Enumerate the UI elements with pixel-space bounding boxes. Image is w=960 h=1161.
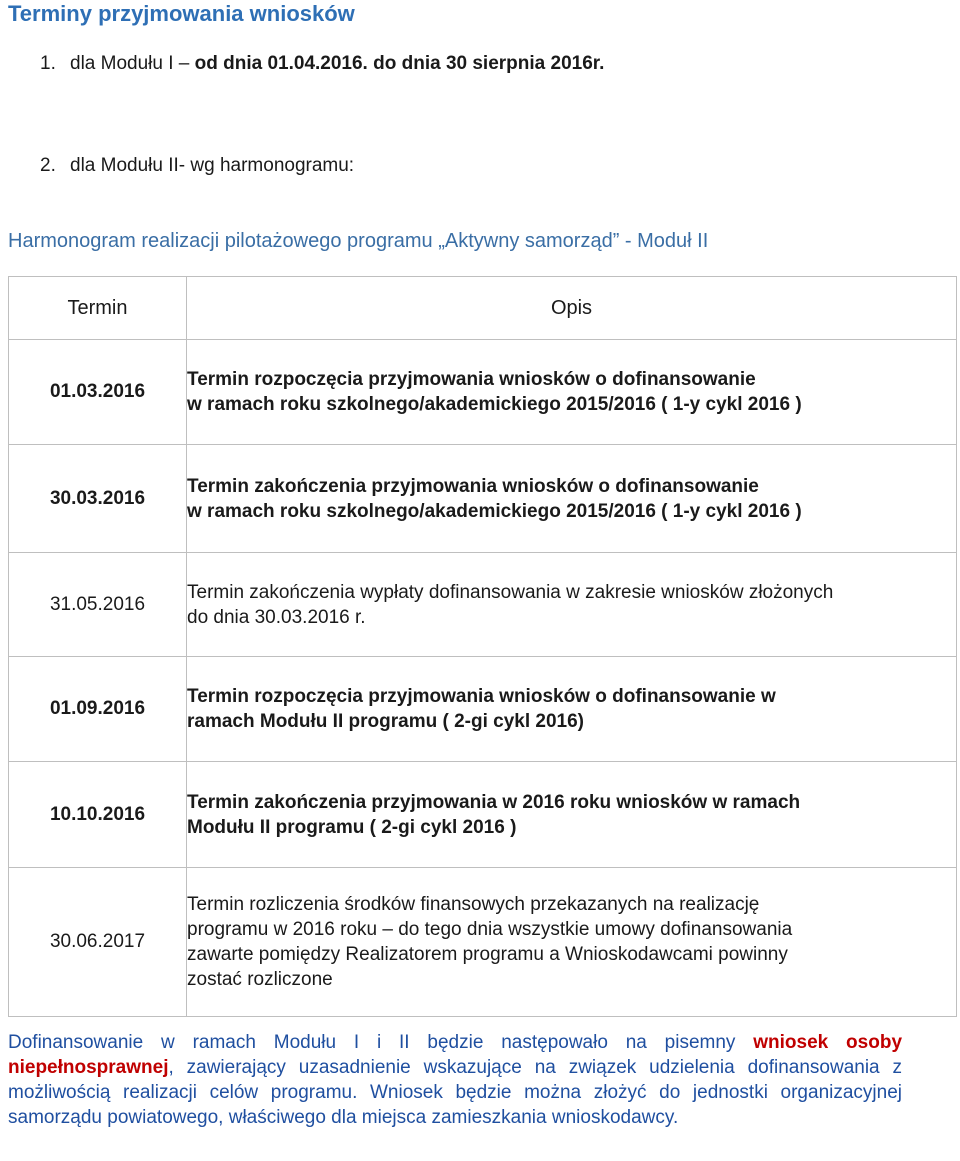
row-date: 31.05.2016	[9, 553, 187, 657]
row-date: 30.03.2016	[9, 445, 187, 553]
footer-note	[8, 1030, 902, 1130]
table-row	[9, 553, 957, 657]
description-line: Termin zakończenia przyjmowania wniosków o dofinansowanie	[187, 475, 759, 497]
description-line: programu w 2016 roku – do tego dnia wszystkie umowy dofinansowania	[187, 919, 793, 940]
table-row	[9, 340, 957, 445]
table-row	[9, 445, 957, 553]
footer-text: , zawierający uzasadnienie wskazujące na związek udzielenia dofinansowania z możliwością realizacji celów programu. Wniosek będzie można złożyć do jednostki organizacyjnej samorządu powiatowego, właściwego dla miejsca zamieszkania wnioskodawcy.	[8, 1057, 902, 1128]
row-description	[187, 868, 957, 1017]
row-description	[187, 340, 957, 445]
harmonogram-heading: Harmonogram realizacji pilotażowego programu „Aktywny samorząd” - Moduł II	[8, 230, 709, 252]
row-description	[187, 762, 957, 868]
footer-text: Dofinansowanie w ramach Modułu I i II będzie następowało na pisemny	[8, 1032, 736, 1053]
description-line: ramach Modułu II programu ( 2-gi cykl 2016)	[187, 711, 584, 732]
page-title: Terminy przyjmowania wniosków	[8, 1, 355, 26]
list-number: 1.	[40, 53, 56, 74]
list-item-text: dla Modułu I –	[70, 53, 190, 74]
row-date: 10.10.2016	[9, 762, 187, 868]
table-row	[9, 762, 957, 868]
row-date: 01.03.2016	[9, 340, 187, 445]
description-line: zostać rozliczone	[187, 969, 333, 990]
row-description	[187, 553, 957, 657]
description-line: Termin rozpoczęcia przyjmowania wniosków o dofinansowanie w	[187, 686, 776, 707]
row-description	[187, 445, 957, 553]
description-line: Termin zakończenia przyjmowania w 2016 roku wniosków w ramach	[187, 791, 801, 813]
row-date: 01.09.2016	[9, 657, 187, 762]
description-line: w ramach roku szkolnego/akademickiego 2015/2016 ( 1-y cykl 2016 )	[187, 500, 802, 522]
list-item-module-2	[40, 154, 354, 178]
description-line: Modułu II programu ( 2-gi cykl 2016 )	[187, 816, 517, 838]
description-line: w ramach roku szkolnego/akademickiego 2015/2016 ( 1-y cykl 2016 )	[187, 394, 802, 415]
list-item-module-1	[40, 52, 604, 76]
row-description	[187, 657, 957, 762]
table-header-row	[9, 277, 957, 340]
footer-emphasis: wniosek osoby niepełnosprawnej	[8, 1032, 903, 1078]
description-line: Termin rozpoczęcia przyjmowania wniosków o dofinansowanie	[187, 369, 756, 390]
description-line: zawarte pomiędzy Realizatorem programu a Wnioskodawcami powinny	[187, 944, 788, 965]
table-row	[9, 868, 957, 1017]
header-termin: Termin	[9, 277, 187, 340]
schedule-table	[8, 276, 957, 1017]
description-line: do dnia 30.03.2016 r.	[187, 606, 366, 628]
list-item-dates: od dnia 01.04.2016. do dnia 30 sierpnia 2016r.	[194, 53, 605, 74]
row-date: 30.06.2017	[9, 868, 187, 1017]
table-row	[9, 657, 957, 762]
list-number: 2.	[40, 155, 56, 176]
header-opis: Opis	[187, 277, 957, 340]
description-line: Termin zakończenia wypłaty dofinansowania w zakresie wniosków złożonych	[187, 581, 834, 603]
description-line: Termin rozliczenia środków finansowych przekazanych na realizację	[187, 894, 760, 915]
list-item-text: dla Modułu II- wg harmonogramu:	[70, 155, 355, 176]
